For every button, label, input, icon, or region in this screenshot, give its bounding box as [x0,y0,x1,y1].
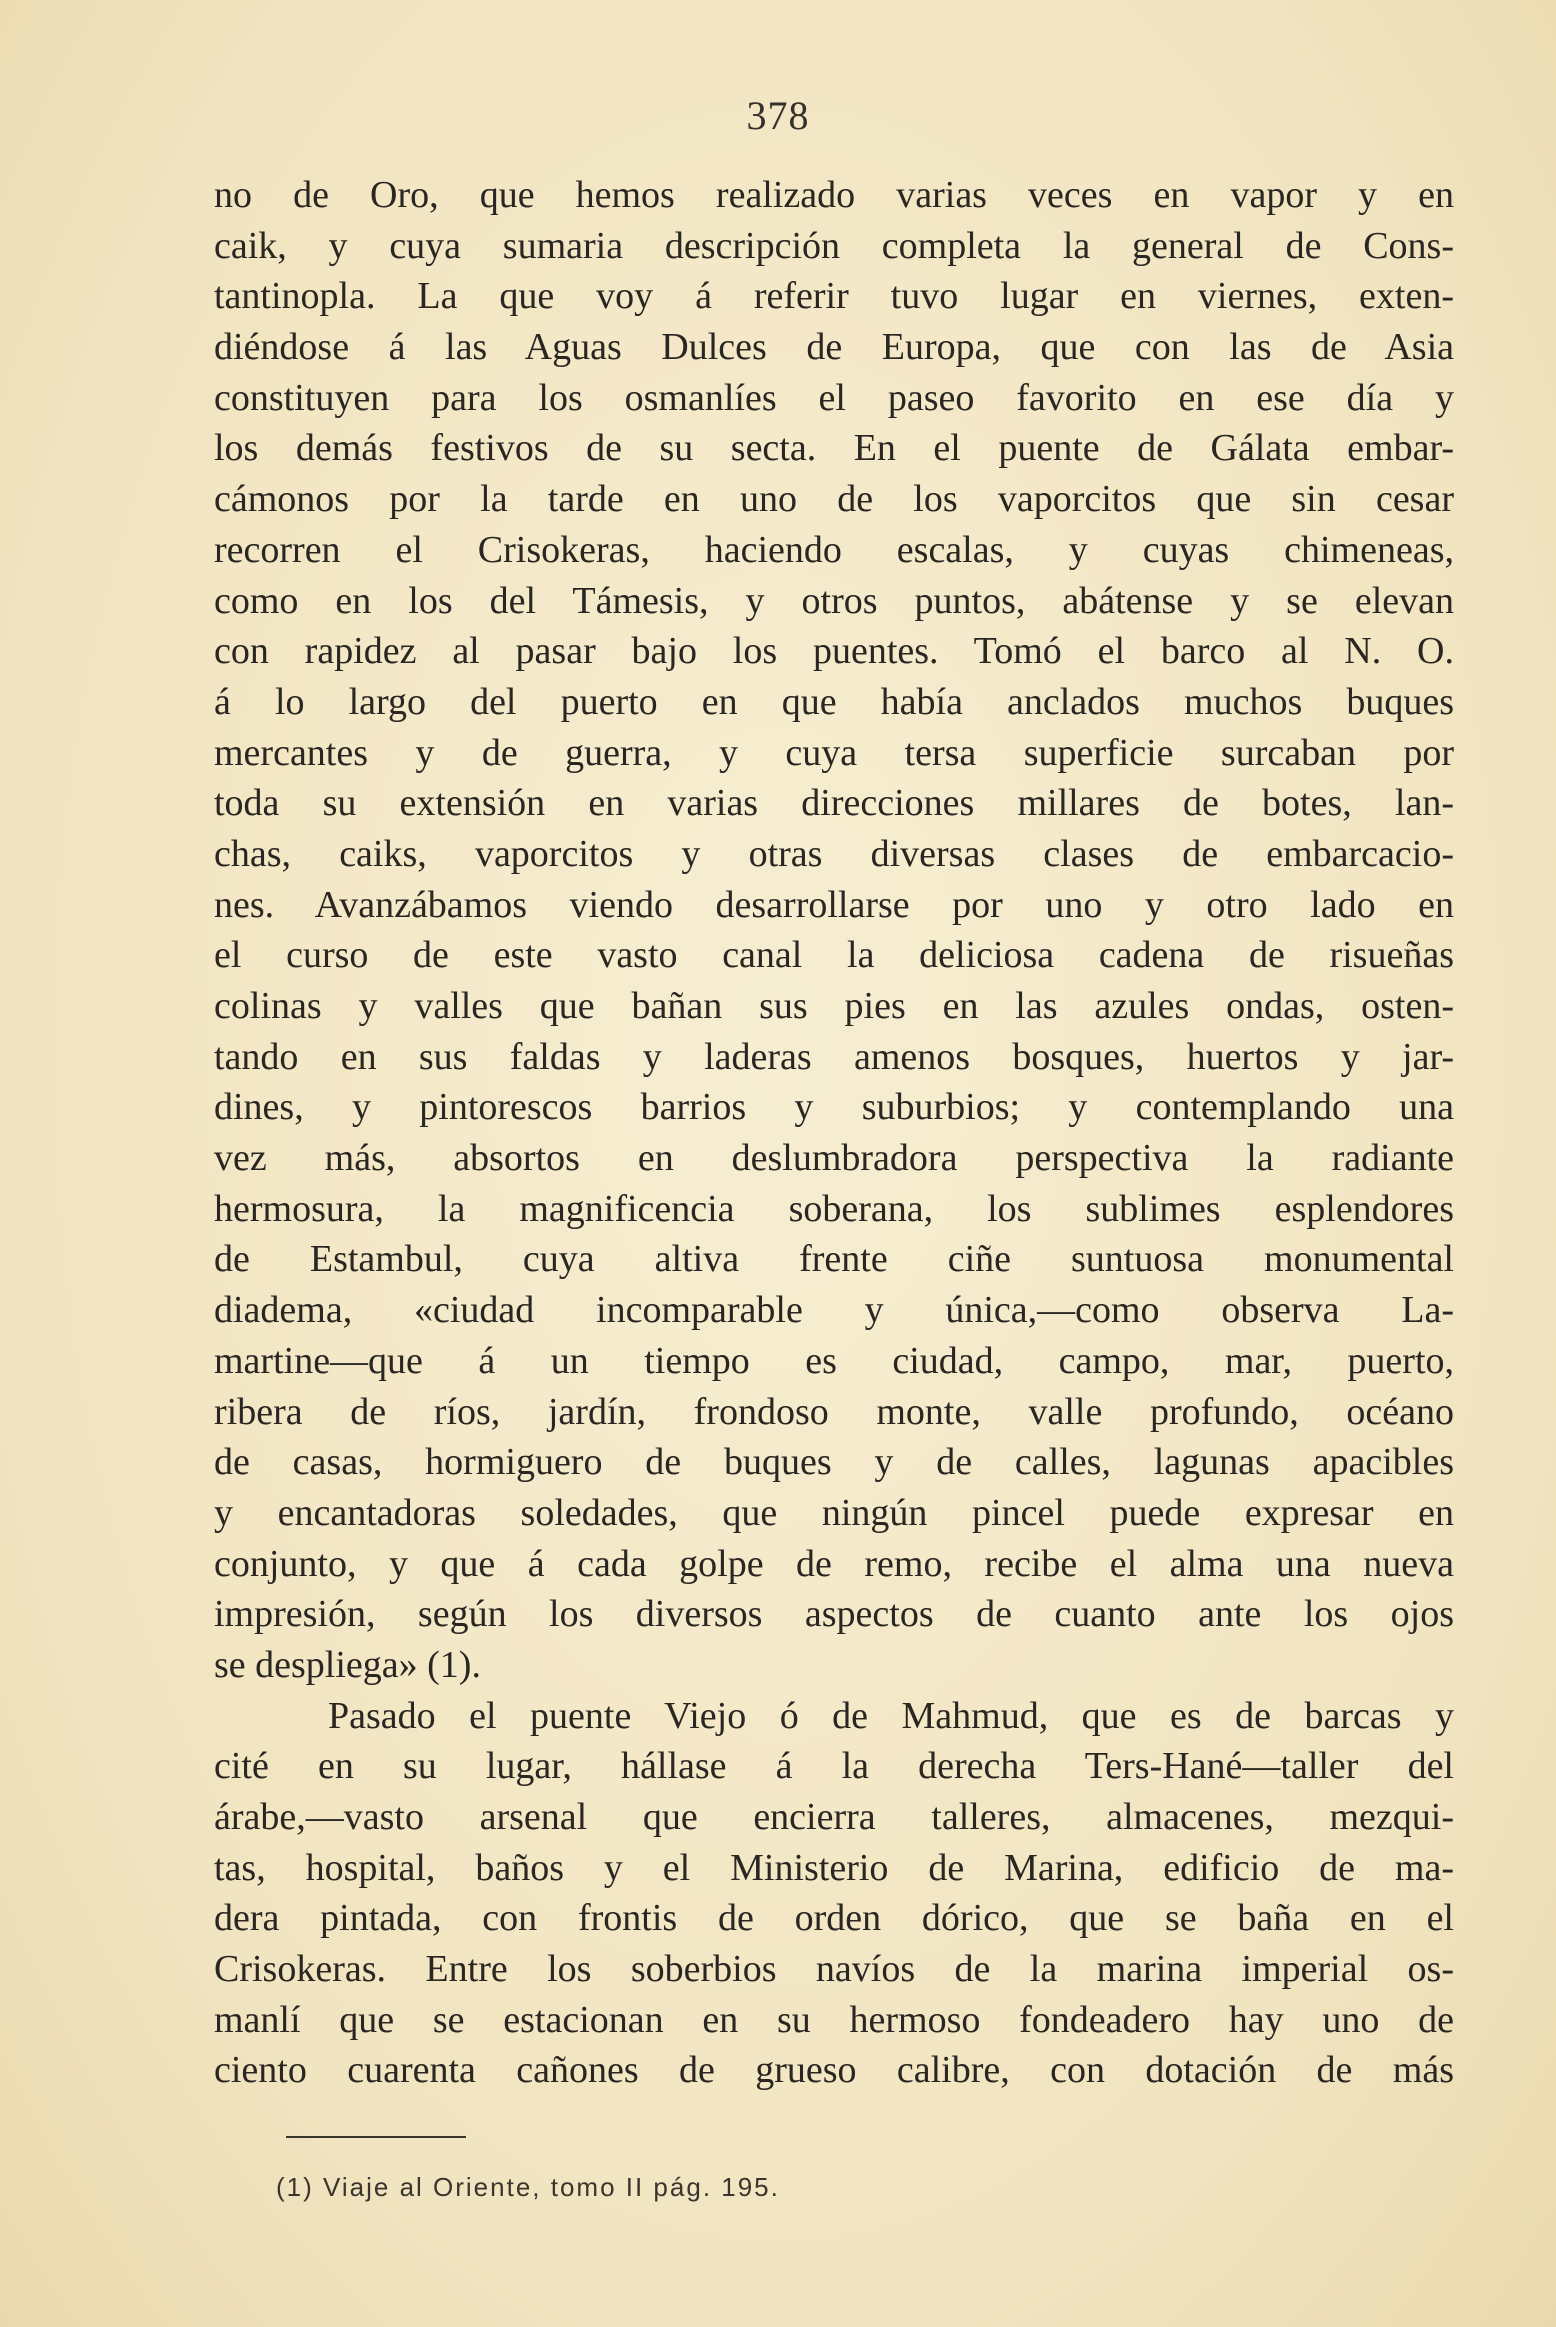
text-line: Crisokeras. Entre los soberbios navíos de la marina imperial os- [214,1948,1454,1991]
text-line: el curso de este vasto canal la deliciosa cadena de risueñas [214,934,1454,977]
text-line: martine—que á un tiempo es ciudad, campo, mar, puerto, [214,1339,1454,1382]
text-line: nes. Avanzábamos viendo desarrollarse por uno y otro lado en [214,883,1454,926]
text-line: á lo largo del puerto en que había anclados muchos buques [214,680,1454,723]
text-line: no de Oro, que hemos realizado varias veces en vapor y en [214,174,1454,216]
text-line: tando en sus faldas y laderas amenos bosques, huertos y jar- [214,1035,1454,1078]
page-number: 378 [746,93,810,138]
text-line: los demás festivos de su secta. En el puente de Gálata embar- [214,427,1454,470]
text-line: caik, y cuya sumaria descripción completa la general de Cons- [214,224,1454,267]
text-line: impresión, según los diversos aspectos de cuanto ante los ojos [214,1593,1454,1636]
text-line: colinas y valles que bañan sus pies en las azules ondas, osten- [214,985,1454,1027]
text-line: y encantadoras soledades, que ningún pincel puede expresar en [214,1491,1454,1534]
text-line: recorren el Crisokeras, haciendo escalas, y cuyas chimeneas, [214,528,1454,571]
text-line: de Estambul, cuya altiva frente ciñe suntuosa monumental [214,1238,1454,1281]
text-line: cámonos por la tarde en uno de los vaporcitos que sin cesar [214,478,1454,521]
text-line: como en los del Támesis, y otros puntos, abátense y se elevan [214,579,1454,622]
text-line: conjunto, y que á cada golpe de remo, recibe el alma una nueva [214,1542,1454,1585]
text-line: con rapidez al pasar bajo los puentes. Tomó el barco al N. O. [214,630,1454,673]
text-line: Pasado el puente Viejo ó de Mahmud, que es de barcas y [328,1694,1454,1737]
text-line: tantinopla. La que voy á referir tuvo lugar en viernes, exten- [214,275,1454,318]
body-text [214,170,1454,2096]
footnote-divider [286,2136,466,2138]
text-line: diadema, «ciudad incomparable y única,—como observa La- [214,1289,1454,1332]
text-line: ribera de ríos, jardín, frondoso monte, valle profundo, océano [214,1390,1454,1433]
text-line: ciento cuarenta cañones de grueso calibre, con dotación de más [214,2049,1454,2092]
text-line: dera pintada, con frontis de orden dórico, que se baña en el [214,1897,1454,1940]
text-line: cité en su lugar, hállase á la derecha Ters-Hané—taller del [214,1745,1454,1788]
text-line: manlí que se estacionan en su hermoso fondeadero hay uno de [214,1998,1454,2041]
text-line: árabe,—vasto arsenal que encierra talleres, almacenes, mezqui- [214,1796,1454,1838]
text-line: constituyen para los osmanlíes el paseo favorito en ese día y [214,376,1454,419]
text-line: hermosura, la magnificencia soberana, los sublimes esplendores [214,1187,1454,1230]
text-line: vez más, absortos en deslumbradora perspectiva la radiante [214,1137,1454,1180]
footnote: (1) Viaje al Oriente, tomo II pág. 195. [276,2172,780,2202]
text-line: mercantes y de guerra, y cuya tersa superficie surcaban por [214,731,1454,774]
text-line: toda su extensión en varias direcciones millares de botes, lan- [214,782,1454,825]
text-line: chas, caiks, vaporcitos y otras diversas clases de embarcacio- [214,832,1454,875]
text-line: se despliega» (1). [214,1643,481,1686]
text-line: dines, y pintorescos barrios y suburbios; y contemplando una [214,1086,1454,1129]
text-line: diéndose á las Aguas Dulces de Europa, que con las de Asia [214,326,1454,369]
text-line: de casas, hormiguero de buques y de calles, lagunas apacibles [214,1441,1454,1484]
text-line: tas, hospital, baños y el Ministerio de Marina, edificio de ma- [214,1846,1454,1889]
